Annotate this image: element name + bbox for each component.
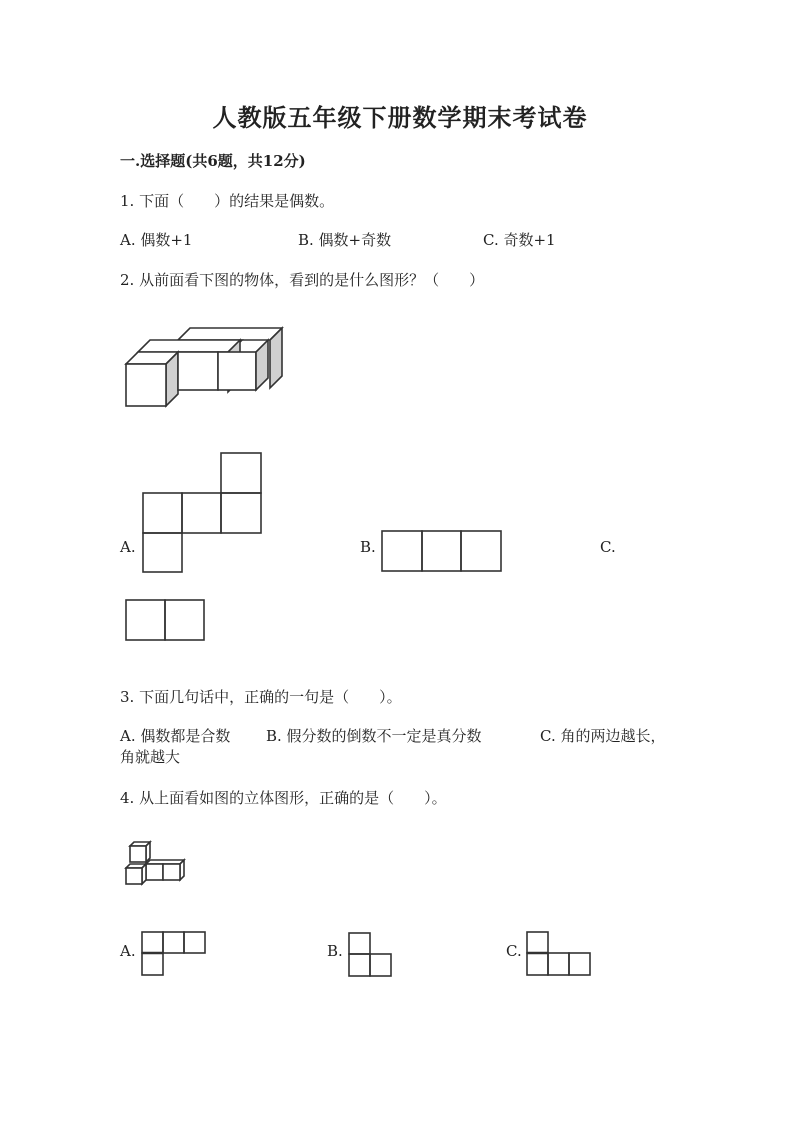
question-1-option-a: A. 偶数+1 xyxy=(120,231,193,249)
question-4-option-c: C. xyxy=(506,942,522,960)
question-2-option-b: B. xyxy=(360,538,376,556)
question-4-option-b-figure xyxy=(348,932,394,978)
question-1-stem: 1. 下面（ ）的结果是偶数。 xyxy=(120,192,335,210)
question-2-stem: 2. 从前面看下图的物体，看到的是什么图形？（ ） xyxy=(120,271,485,289)
question-2-option-b-figure xyxy=(381,530,503,574)
question-1-option-c: C. 奇数+1 xyxy=(483,231,556,249)
question-1-option-b: B. 偶数+奇数 xyxy=(298,231,392,249)
question-3-option-c-continued: 角就越大 xyxy=(120,748,181,766)
question-2-option-c-figure xyxy=(125,599,207,643)
question-4-option-a-figure xyxy=(141,931,207,977)
exam-title: 人教版五年级下册数学期末考试卷 xyxy=(212,103,588,132)
question-2-option-a: A. xyxy=(120,538,136,556)
question-2-option-a-figure xyxy=(142,452,264,574)
question-3-option-a: A. 偶数都是合数 xyxy=(120,727,231,745)
question-2-option-c: C. xyxy=(600,538,616,556)
question-3-option-b: B. 假分数的倒数不一定是真分数 xyxy=(266,727,482,745)
question-3-stem: 3. 下面几句话中，正确的一句是（ ）。 xyxy=(120,688,402,706)
question-4-stem: 4. 从上面看如图的立体图形，正确的是（ ）。 xyxy=(120,789,447,807)
question-4-option-a: A. xyxy=(120,942,136,960)
section-heading-choice: 一.选择题(共6题，共12分) xyxy=(120,152,306,170)
question-4-cube-figure xyxy=(124,840,188,888)
question-2-cube-figure xyxy=(120,320,290,412)
question-4-option-b: B. xyxy=(327,942,343,960)
question-4-option-c-figure xyxy=(526,931,594,977)
question-3-option-c: C. 角的两边越长， xyxy=(540,727,666,745)
